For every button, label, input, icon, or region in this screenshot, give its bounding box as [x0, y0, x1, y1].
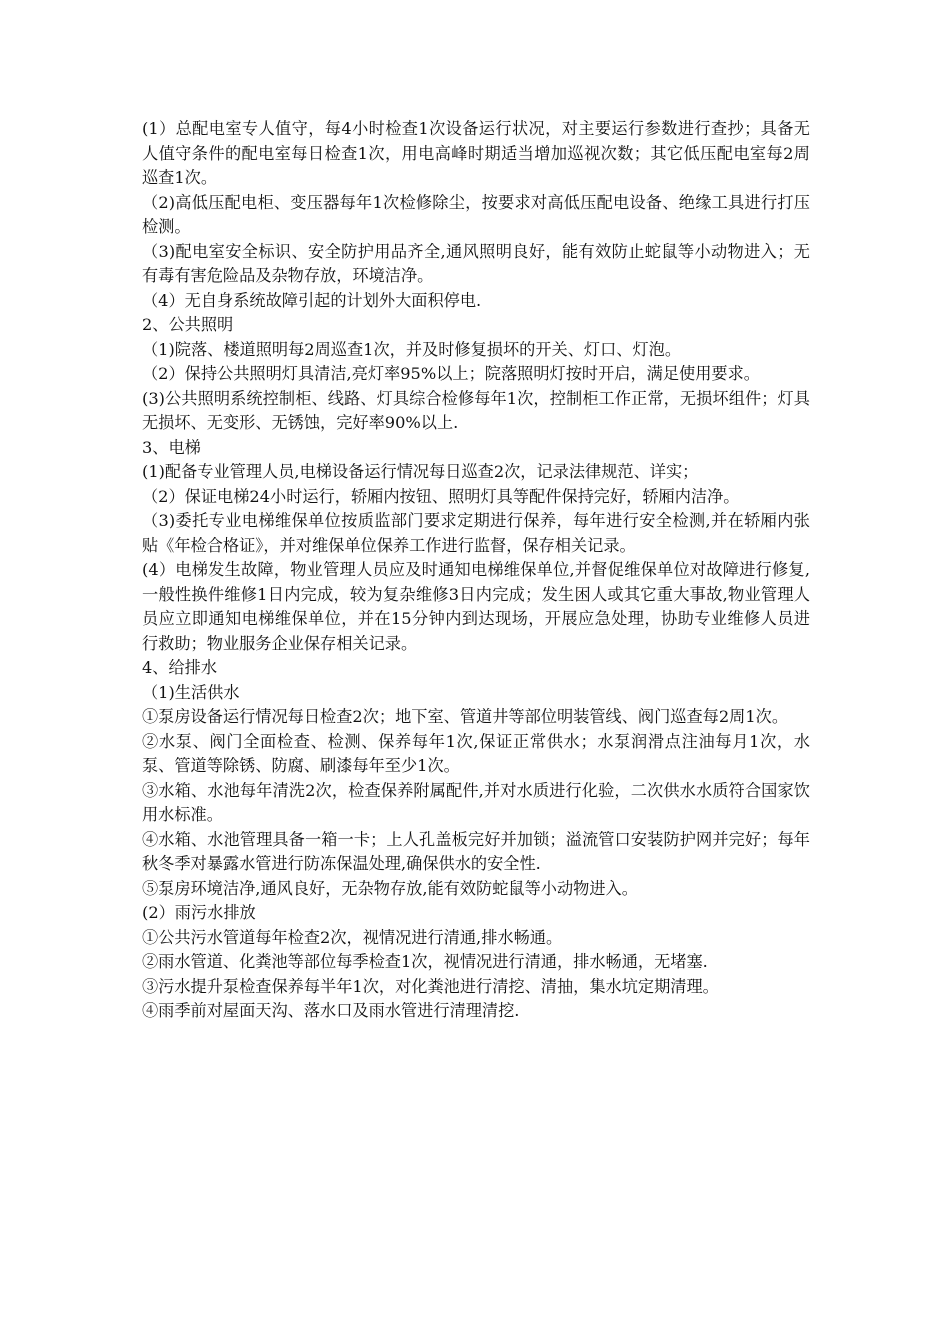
list-item-pump-room-environment: ⑤泵房环境洁净,通风良好，无杂物存放,能有效防蛇鼠等小动物进入。 [142, 878, 638, 898]
paragraph-lighting-control-cabinet: (3)公共照明系统控制柜、线路、灯具综合检修每年1次，控制柜工作正常，无损坏组件；灯具无损坏、无变形、无锈蚀，完好率90%以上. [142, 388, 810, 432]
paragraph-elevator-fault-handling: (4）电梯发生故障，物业管理人员应及时通知电梯维保单位,并督促维保单位对故障进行修复,一般性换件维修1日内完成，较为复杂维修3日内完成；发生困人或其它重大事故,物业管理人员应立即通知电梯维保单位，并在15分钟内到达现场，开展应急处理，协助专业维修人员进行救助；物业服务企业保存相关记录。 [142, 560, 810, 653]
list-item-pump-valve-maintenance: ②水泵、阀门全面检查、检测、保养每年1次,保证正常供水；水泵润滑点注油每月1次，水泵、管道等除锈、防腐、刷漆每年至少1次。 [142, 731, 810, 775]
document-body [142, 117, 810, 1024]
list-item-sewage-pump-maintenance: ③污水提升泵检查保养每半年1次，对化粪池进行清挖、清抽，集水坑定期清理。 [142, 976, 719, 996]
paragraph-power-room-duty: (1）总配电室专人值守，每4小时检查1次设备运行状况，对主要运行参数进行查抄；具备无人值守条件的配电室每日检查1次，用电高峰时期适当增加巡视次数；其它低压配电室每2周巡查1次。 [142, 119, 810, 187]
paragraph-elevator-staff: (1)配备专业管理人员,电梯设备运行情况每日巡查2次，记录法律规范、详实； [142, 462, 699, 481]
subheading-domestic-water-supply: （1)生活供水 [142, 682, 240, 702]
section-heading-water-supply-drainage: 4、给排水 [142, 658, 218, 677]
list-item-sewage-pipe-inspection: ①公共污水管道每年检查2次，视情况进行清通,排水畅通。 [142, 927, 563, 947]
paragraph-switchgear-maintenance: （2)高低压配电柜、变压器每年1次检修除尘，按要求对高低压配电设备、绝缘工具进行打压检测。 [142, 192, 810, 236]
paragraph-no-outage: （4）无自身系统故障引起的计划外大面积停电. [142, 290, 482, 310]
paragraph-lighting-inspection: （1)院落、楼道照明每2周巡查1次，并及时修复损坏的开关、灯口、灯泡。 [142, 339, 682, 359]
subheading-storm-sewage-discharge: (2）雨污水排放 [142, 903, 256, 922]
list-item-rain-pipe-inspection: ②雨水管道、化粪池等部位每季检查1次，视情况进行清通，排水畅通，无堵塞. [142, 952, 708, 971]
section-heading-elevator: 3、电梯 [142, 437, 201, 457]
paragraph-elevator-maintenance-contract: （3)委托专业电梯维保单位按质监部门要求定期进行保养，每年进行安全检测,并在轿厢内张贴《年检合格证》，并对维保单位保养工作进行监督，保存相关记录。 [142, 511, 810, 555]
paragraph-power-room-safety: （3)配电室安全标识、安全防护用品齐全,通风照明良好，能有效防止蛇鼠等小动物进入；无有毒有害危险品及杂物存放，环境洁净。 [142, 241, 810, 285]
paragraph-elevator-operation: （2）保证电梯24小时运行，轿厢内按钮、照明灯具等配件保持完好，轿厢内洁净。 [142, 486, 740, 506]
list-item-rainy-season-cleanup: ④雨季前对屋面天沟、落水口及雨水管进行清理清挖. [142, 1001, 520, 1020]
list-item-tank-management: ④水箱、水池管理具备一箱一卡；上人孔盖板完好并加锁；溢流管口安装防护网并完好；每年秋冬季对暴露水管进行防冻保温处理,确保供水的安全性. [142, 829, 810, 873]
paragraph-lighting-cleanliness: （2）保持公共照明灯具清洁,亮灯率95%以上；院落照明灯按时开启，满足使用要求。 [142, 364, 760, 383]
list-item-pump-room-inspection: ①泵房设备运行情况每日检查2次；地下室、管道井等部位明装管线、阀门巡查每2周1次。 [142, 707, 789, 726]
list-item-tank-cleaning: ③水箱、水池每年清洗2次，检查保养附属配件,并对水质进行化验，二次供水水质符合国家饮用水标准。 [142, 780, 810, 824]
section-heading-public-lighting: 2、公共照明 [142, 315, 234, 334]
